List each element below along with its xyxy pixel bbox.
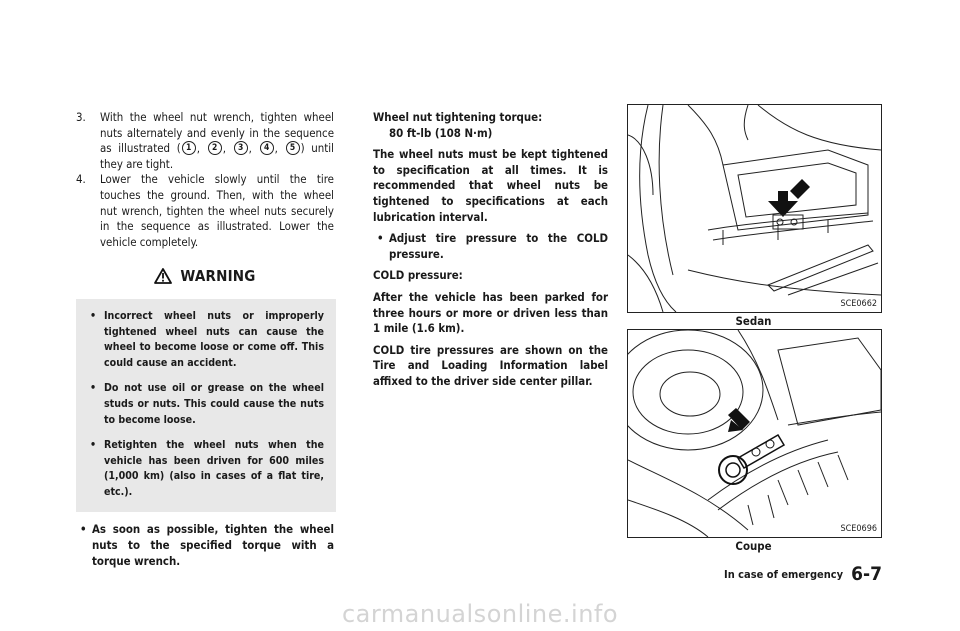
circled-number-2: 2: [208, 141, 222, 155]
warning-triangle-icon: [154, 268, 172, 284]
sedan-trunk-illustration: [628, 105, 881, 312]
paragraph-label-location: COLD tire pressures are shown on the Tire and Loading Information label affixed to the driver side center pillar.: [373, 342, 608, 388]
torque-label: Wheel nut tightening torque:: [373, 110, 543, 124]
paragraph-parked: After the vehicle has been parked for three hours or more or driven less than 1 mile (1.6 km).: [373, 289, 608, 336]
bullet-dot: •: [377, 231, 384, 246]
step-4-number: 4.: [76, 172, 86, 187]
page-number: 6-7: [851, 563, 882, 585]
cold-pressure-bullet: • Adjust tire pressure to the COLD pressure.: [377, 231, 608, 261]
site-watermark: carmanualsonline.info: [341, 600, 619, 628]
warning-heading: [76, 268, 334, 285]
section-name: In case of emergency: [724, 568, 844, 581]
circled-number-5: 5: [286, 141, 300, 155]
torque-wrench-bullet: • As soon as possible, tighten the wheel nuts to the specified torque with a torque wrench.: [80, 522, 334, 568]
coupe-trunk-illustration: [628, 330, 881, 537]
bullet-dot: •: [80, 522, 87, 537]
circled-number-4: 4: [260, 141, 274, 155]
warning-title: WARNING: [180, 267, 256, 286]
figure-caption-coupe: Coupe: [735, 539, 772, 553]
figure-code: SCE0696: [840, 524, 877, 534]
step-4: [76, 172, 334, 250]
left-column: [76, 110, 334, 569]
cold-pressure-label: COLD pressure:: [373, 268, 463, 283]
step-3-number: 3.: [76, 110, 86, 124]
warning-bullet: • Incorrect wheel nuts or improperly tightened wheel nuts can cause the wheel to become loose or come off. This could cause an accident.: [90, 309, 324, 369]
step-3-text: With the wheel nut wrench, tighten wheel nuts alternately and evenly in the sequence as illustrated (: [100, 110, 334, 156]
warning-box: [76, 299, 336, 513]
coupe-trunk-figure: [627, 329, 882, 538]
sedan-trunk-figure: [627, 104, 882, 313]
warning-bullet: • Do not use oil or grease on the wheel studs or nuts. This could cause the nuts to become loose.: [90, 382, 324, 426]
figure-code: SCE0662: [840, 299, 877, 309]
step-3-text-end: ) until they are tight.: [100, 141, 334, 171]
circled-number-1: 1: [182, 141, 196, 155]
circled-number-3: 3: [234, 141, 248, 155]
step-3: 3. With the wheel nut wrench, tighten wheel nuts alternately and evenly in the sequence as illustrated ( 1 , 2 , 3 , 4 , 5 ) until they are tight.: [76, 110, 334, 171]
figure-caption-sedan: Sedan: [735, 314, 772, 328]
middle-column: [373, 110, 608, 396]
paragraph-tightened: The wheel nuts must be kept tightened to specification at all times. It is recommended that wheel nuts be tightened to specifications at each lubrication interval.: [373, 147, 608, 224]
bullet-dot: •: [90, 382, 97, 395]
page-footer: [724, 563, 882, 585]
warning-bullet: • Retighten the wheel nuts when the vehicle has been driven for 600 miles (1,000 km) (also in cases of a flat tire, etc.).: [90, 439, 324, 498]
step-4-text: Lower the vehicle slowly until the tire touches the ground. Then, with the wheel nut wrench, tighten the wheel nuts securely in the sequence as illustrated. Lower the vehicle completely.: [100, 172, 334, 249]
bullet-dot: •: [90, 439, 97, 452]
torque-value: 80 ft-lb (108 N·m): [389, 125, 493, 140]
bullet-dot: •: [90, 309, 97, 322]
